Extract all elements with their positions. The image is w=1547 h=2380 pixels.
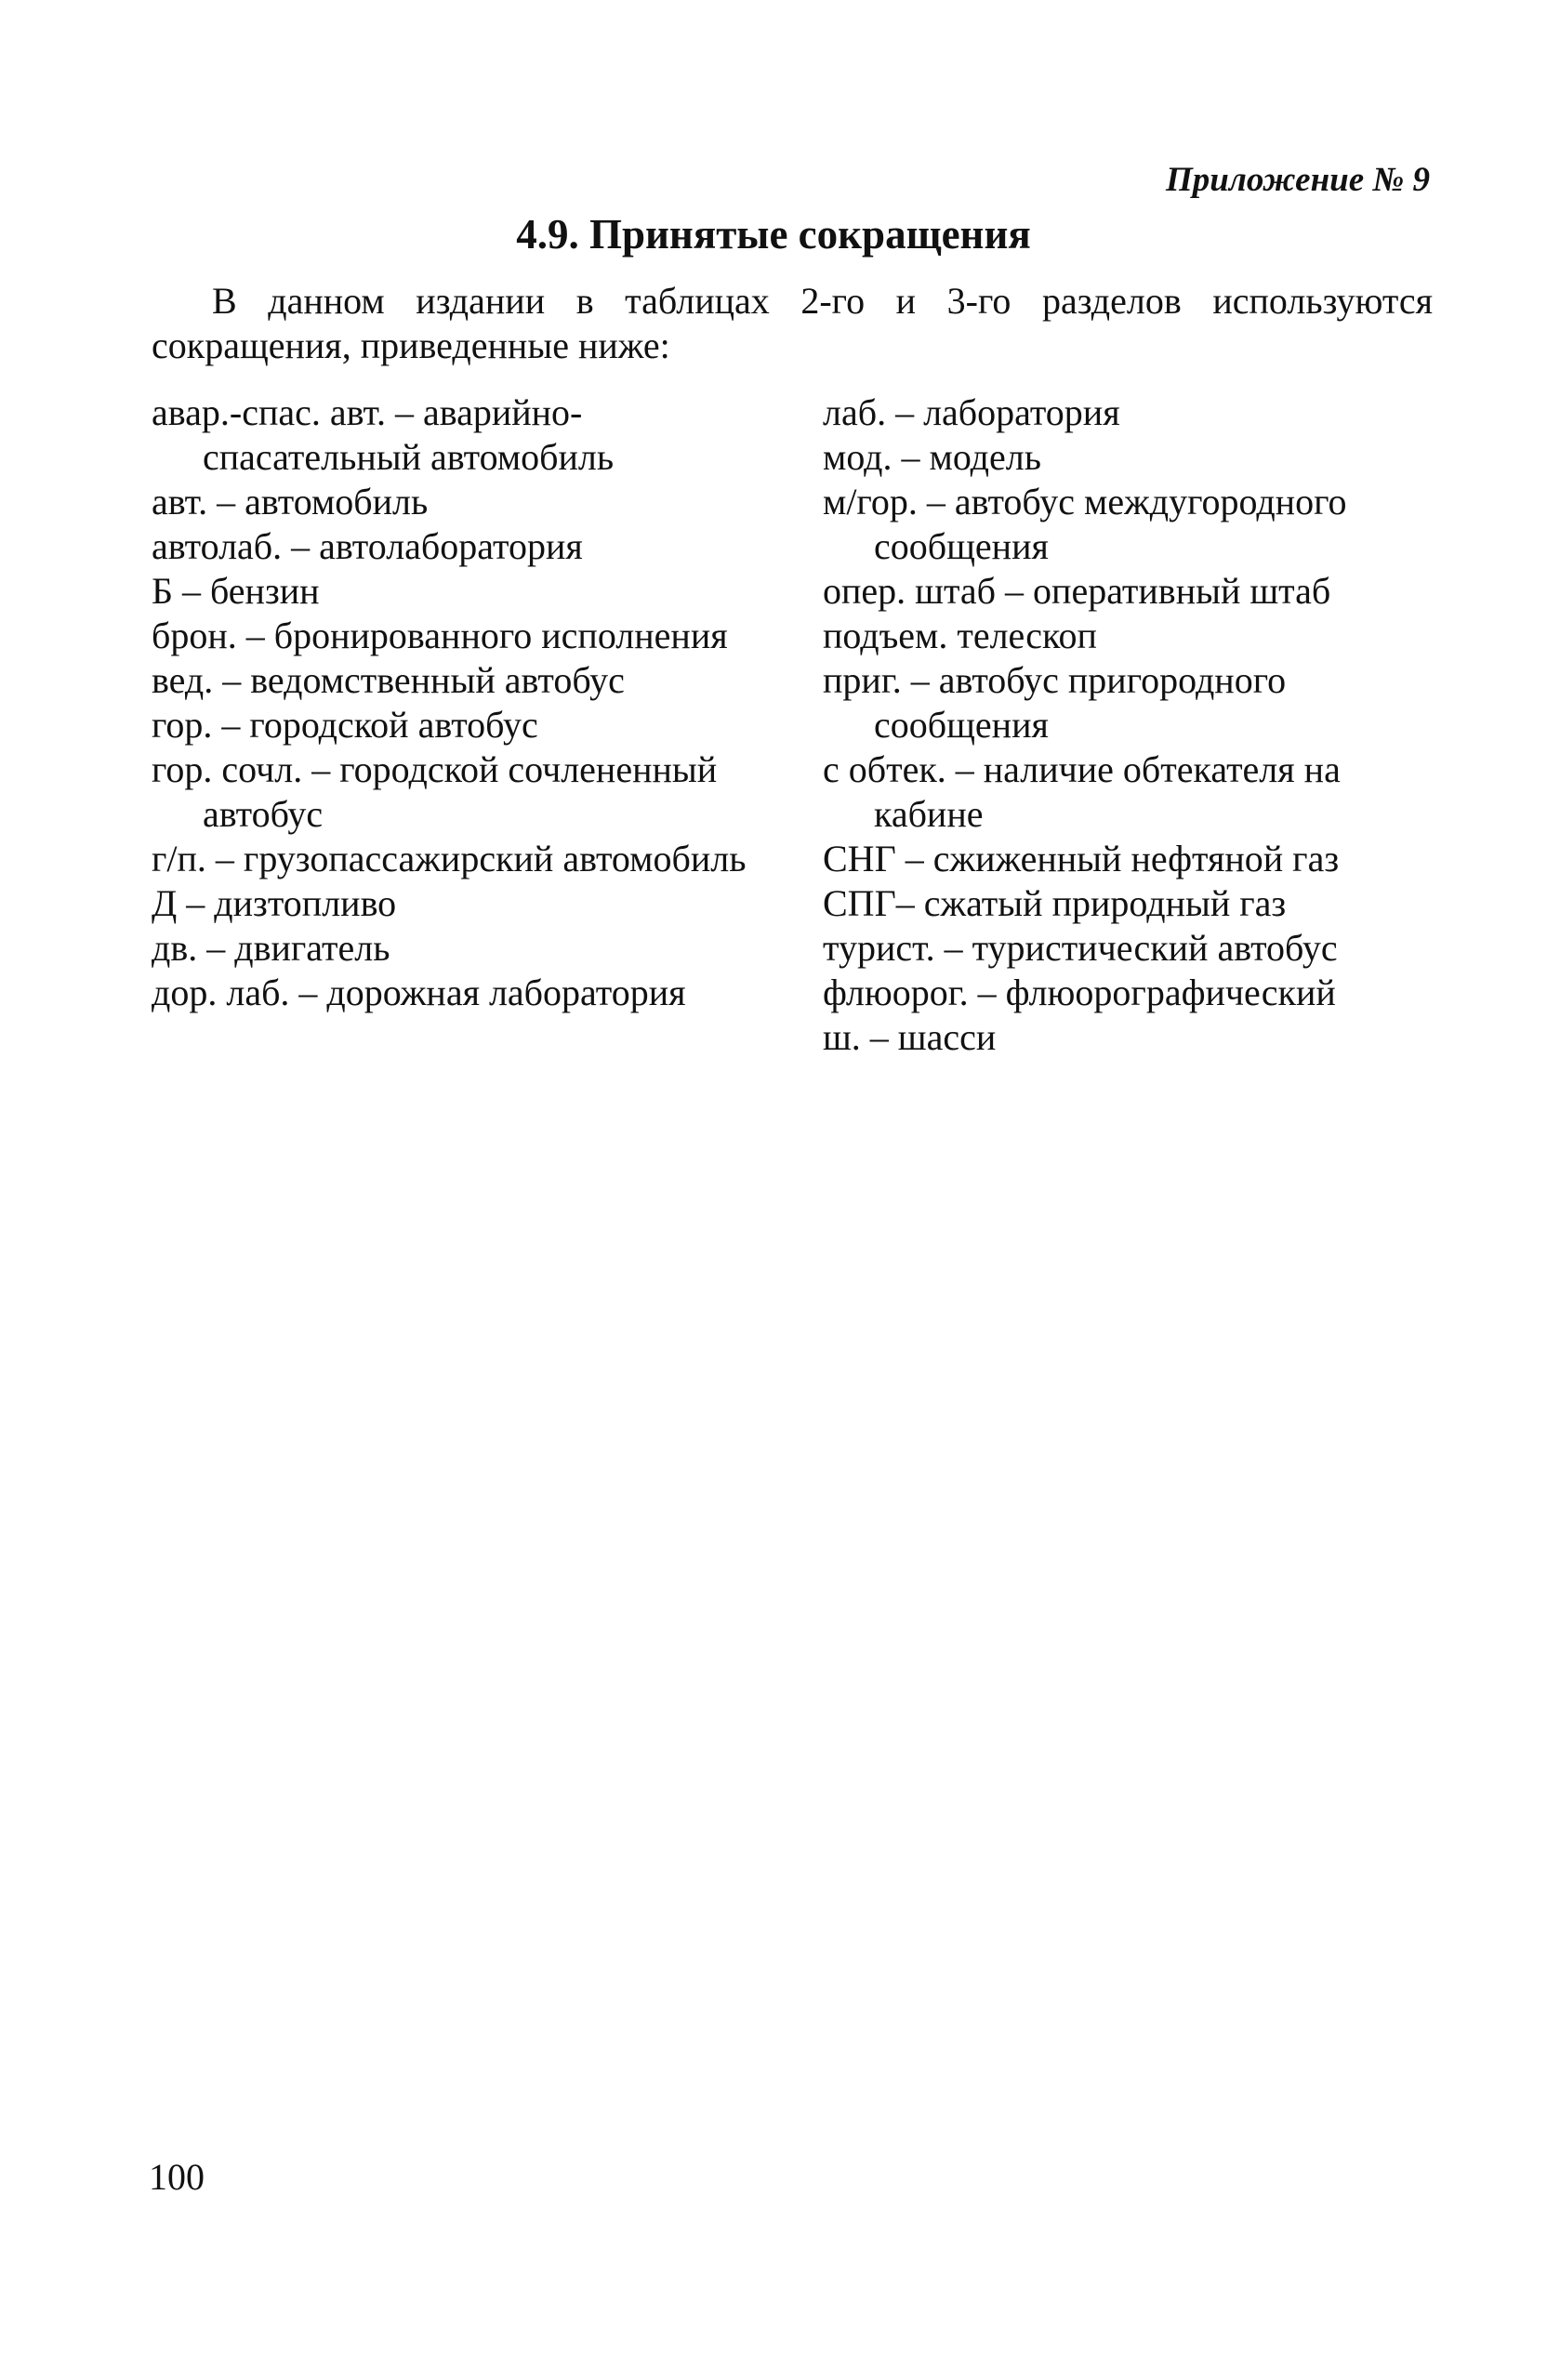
abbreviation-entry: автолаб. – автолаборатория — [152, 525, 583, 567]
abbreviation-entry: с обтек. – наличие обтекателя на кабине — [823, 748, 1341, 835]
intro-paragraph: В данном издании в таблицах 2-го и 3-го разделов используются сокращения, приведенные ниже: — [152, 280, 1433, 366]
abbreviation-entry: гор. – городской автобус — [152, 704, 538, 746]
abbreviation-entry: турист. – туристический автобус — [823, 927, 1338, 969]
appendix-label: Приложение № 9 — [1166, 161, 1430, 199]
abbreviation-entry: ш. – шасси — [823, 1016, 997, 1058]
abbreviation-entry: Д – дизтопливо — [152, 882, 397, 924]
page-number: 100 — [149, 2156, 205, 2198]
section-title: 4.9. Принятые сокращения — [516, 211, 1031, 258]
abbreviation-entry: лаб. – лаборатория — [823, 391, 1120, 433]
abbreviation-entry: опер. штаб – оперативный штаб — [823, 570, 1331, 612]
abbreviation-entry: мод. – модель — [823, 436, 1041, 478]
abbreviation-entry: флюорог. – флюорографический — [823, 972, 1336, 1013]
abbreviation-entry: вед. – ведомственный автобус — [152, 659, 625, 701]
abbreviation-entry: СПГ– сжатый природный газ — [823, 882, 1287, 924]
abbreviation-entry: авар.-спас. авт. – аварийно-спасательный автомобиль — [152, 391, 615, 478]
abbreviation-entry: дв. – двигатель — [152, 927, 390, 969]
abbreviation-entry: гор. сочл. – городской сочлененный автобус — [152, 748, 718, 835]
abbreviations-left-column — [152, 390, 765, 1015]
abbreviation-entry: брон. – бронированного исполнения — [152, 615, 728, 656]
abbreviation-entry: авт. – автомобиль — [152, 481, 429, 522]
abbreviations-right-column — [823, 390, 1436, 1060]
abbreviation-entry: дор. лаб. – дорожная лаборатория — [152, 972, 686, 1013]
abbreviation-entry: м/гор. – автобус междугородного сообщения — [823, 481, 1347, 567]
abbreviation-entry: Б – бензин — [152, 570, 320, 612]
abbreviation-entry: СНГ – сжиженный нефтяной газ — [823, 838, 1340, 879]
abbreviation-entry: подъем. телескоп — [823, 615, 1097, 656]
abbreviation-entry: приг. – автобус пригородного сообщения — [823, 659, 1287, 746]
abbreviation-entry: г/п. – грузопассажирский автомобиль — [152, 838, 747, 879]
